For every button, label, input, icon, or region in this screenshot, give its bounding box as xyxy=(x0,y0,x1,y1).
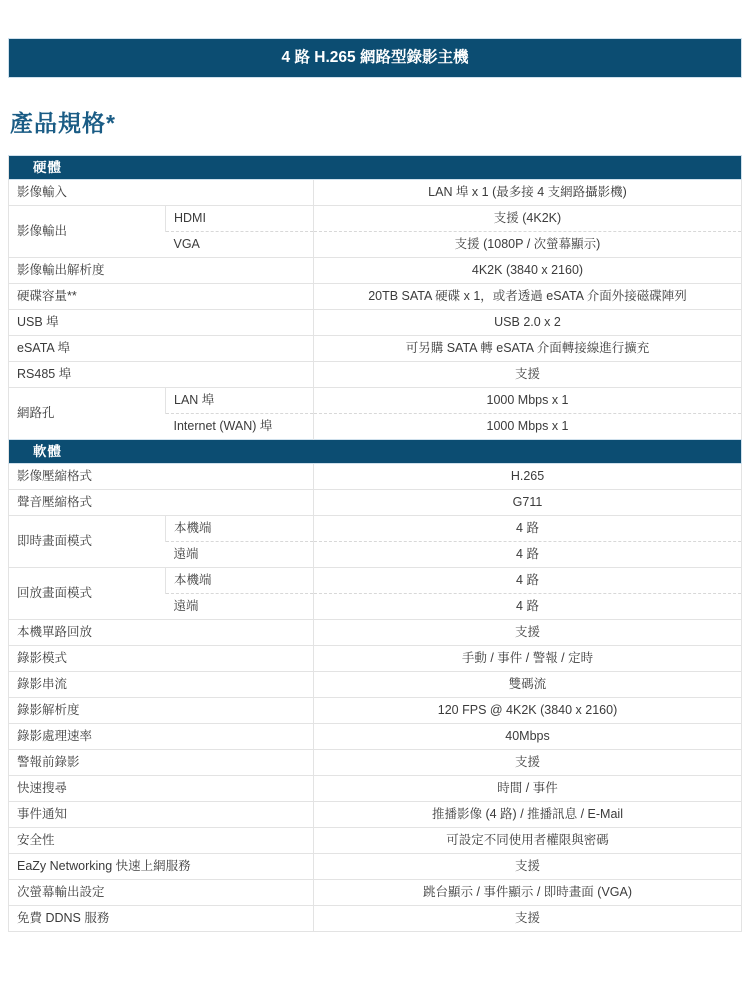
product-title: 4 路 H.265 網路型錄影主機 xyxy=(281,49,469,66)
spec-sublabel: 遠端 xyxy=(166,542,314,568)
spec-value: 120 FPS @ 4K2K (3840 x 2160) xyxy=(314,698,742,724)
spec-label: 事件通知 xyxy=(9,802,314,828)
spec-label: 網路孔 xyxy=(9,388,166,440)
section-row xyxy=(9,156,742,180)
spec-value: 20TB SATA 硬碟 x 1，或者透過 eSATA 介面外接磁碟陣列 xyxy=(314,284,742,310)
spec-value: 雙碼流 xyxy=(314,672,742,698)
spec-row xyxy=(9,698,742,724)
section-header: 硬體 xyxy=(9,156,742,180)
spec-value: 40Mbps xyxy=(314,724,742,750)
section-row xyxy=(9,440,742,464)
spec-value: 支援 xyxy=(314,362,742,388)
spec-value: 1000 Mbps x 1 xyxy=(314,388,742,414)
spec-label: eSATA 埠 xyxy=(9,336,314,362)
spec-value: USB 2.0 x 2 xyxy=(314,310,742,336)
spec-sublabel: 本機端 xyxy=(166,516,314,542)
spec-label: 錄影處理速率 xyxy=(9,724,314,750)
spec-row xyxy=(9,284,742,310)
spec-label: 次螢幕輸出設定 xyxy=(9,880,314,906)
spec-value: 跳台顯示 / 事件顯示 / 即時畫面 (VGA) xyxy=(314,880,742,906)
spec-label: RS485 埠 xyxy=(9,362,314,388)
spec-sublabel: 遠端 xyxy=(166,594,314,620)
spec-value: 4 路 xyxy=(314,516,742,542)
spec-label: 錄影串流 xyxy=(9,672,314,698)
spec-value: 支援 xyxy=(314,750,742,776)
spec-row xyxy=(9,672,742,698)
spec-row xyxy=(9,750,742,776)
spec-value: 4 路 xyxy=(314,568,742,594)
spec-label: 錄影解析度 xyxy=(9,698,314,724)
spec-value: 支援 xyxy=(314,854,742,880)
spec-row xyxy=(9,776,742,802)
spec-row xyxy=(9,180,742,206)
spec-sublabel: VGA xyxy=(166,232,314,258)
spec-label: 錄影模式 xyxy=(9,646,314,672)
spec-label: EaZy Networking 快速上網服務 xyxy=(9,854,314,880)
spec-row xyxy=(9,568,742,594)
spec-row xyxy=(9,362,742,388)
spec-value: 推播影像 (4 路) / 推播訊息 / E-Mail xyxy=(314,802,742,828)
page xyxy=(0,38,750,932)
spec-row xyxy=(9,854,742,880)
spec-row xyxy=(9,258,742,284)
spec-row xyxy=(9,388,742,414)
spec-label: 回放畫面模式 xyxy=(9,568,166,620)
spec-label: 本機單路回放 xyxy=(9,620,314,646)
spec-table-body xyxy=(9,156,742,932)
spec-row xyxy=(9,620,742,646)
spec-value: G711 xyxy=(314,490,742,516)
section-header: 軟體 xyxy=(9,440,742,464)
spec-value: 1000 Mbps x 1 xyxy=(314,414,742,440)
spec-row xyxy=(9,336,742,362)
spec-value: 支援 (1080P / 次螢幕顯示) xyxy=(314,232,742,258)
spec-sublabel: LAN 埠 xyxy=(166,388,314,414)
spec-label: 即時畫面模式 xyxy=(9,516,166,568)
spec-label: 免費 DDNS 服務 xyxy=(9,906,314,932)
spec-value: 4 路 xyxy=(314,542,742,568)
spec-row xyxy=(9,490,742,516)
spec-value: 支援 xyxy=(314,906,742,932)
spec-value: 4K2K (3840 x 2160) xyxy=(314,258,742,284)
spec-row xyxy=(9,802,742,828)
spec-value: LAN 埠 x 1 (最多接 4 支網路攝影機) xyxy=(314,180,742,206)
spec-row xyxy=(9,646,742,672)
spec-label: 快速搜尋 xyxy=(9,776,314,802)
spec-label: 聲音壓縮格式 xyxy=(9,490,314,516)
spec-table xyxy=(8,155,742,932)
spec-sublabel: 本機端 xyxy=(166,568,314,594)
spec-label: 影像壓縮格式 xyxy=(9,464,314,490)
spec-row xyxy=(9,464,742,490)
spec-value: 支援 (4K2K) xyxy=(314,206,742,232)
spec-value: H.265 xyxy=(314,464,742,490)
spec-row xyxy=(9,724,742,750)
spec-row xyxy=(9,310,742,336)
spec-label: 硬碟容量** xyxy=(9,284,314,310)
spec-sublabel: Internet (WAN) 埠 xyxy=(166,414,314,440)
spec-sublabel: HDMI xyxy=(166,206,314,232)
spec-label: 影像輸出 xyxy=(9,206,166,258)
spec-value: 支援 xyxy=(314,620,742,646)
spec-value: 時間 / 事件 xyxy=(314,776,742,802)
spec-label: USB 埠 xyxy=(9,310,314,336)
spec-value: 可另購 SATA 轉 eSATA 介面轉接線進行擴充 xyxy=(314,336,742,362)
spec-row xyxy=(9,828,742,854)
product-title-bar xyxy=(8,38,742,78)
spec-label: 警報前錄影 xyxy=(9,750,314,776)
spec-row xyxy=(9,880,742,906)
page-title: 產品規格* xyxy=(10,110,116,136)
spec-row xyxy=(9,206,742,232)
spec-value: 4 路 xyxy=(314,594,742,620)
spec-value: 手動 / 事件 / 警報 / 定時 xyxy=(314,646,742,672)
spec-label: 影像輸入 xyxy=(9,180,314,206)
spec-label: 影像輸出解析度 xyxy=(9,258,314,284)
spec-value: 可設定不同使用者權限與密碼 xyxy=(314,828,742,854)
spec-row xyxy=(9,906,742,932)
spec-row xyxy=(9,516,742,542)
spec-label: 安全性 xyxy=(9,828,314,854)
